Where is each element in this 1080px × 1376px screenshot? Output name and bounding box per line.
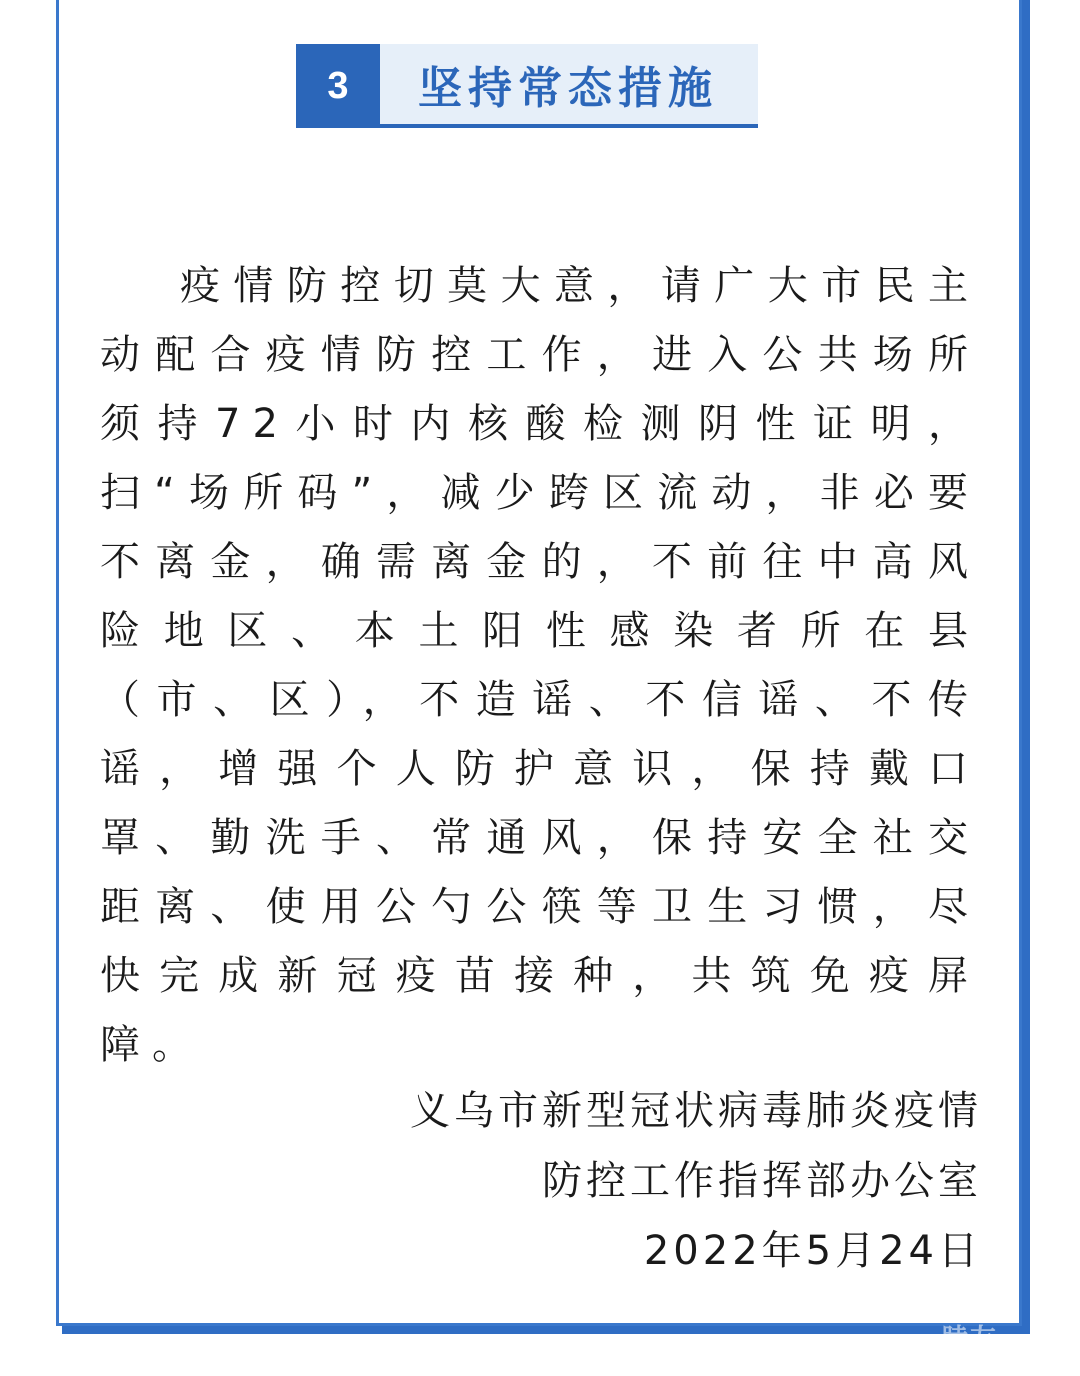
section-header [296, 44, 758, 128]
section-title-box [380, 44, 758, 128]
notice-paragraph: 疫情防控切莫大意，请广大市民主动配合疫情防控工作，进入公共场所须持72小时内核酸检测阴性证明，扫“场所码”，减少跨区流动，非必要不离金，确需离金的，不前往中高风险地区、本土阳性感染者所在县（市、区），不造谣、不信谣、不传谣，增强个人防护意识，保持戴口罩、勤洗手、常通风，保持安全社交距离、使用公勺公筷等卫生习惯，尽快完成新冠疫苗接种，共筑免疫屏障。 [100, 263, 980, 1068]
watermark-text: 睦友 [942, 1324, 999, 1354]
signature-block [410, 1076, 982, 1286]
signature-date: 2022年5月24日 [643, 1228, 982, 1274]
signature-org-line1: 义乌市新型冠状病毒肺炎疫情 [410, 1088, 982, 1134]
signature-org-line2: 防控工作指挥部办公室 [542, 1158, 982, 1204]
section-number-badge: 3 [296, 44, 380, 128]
section-title: 坚持常态措施 [418, 63, 718, 114]
